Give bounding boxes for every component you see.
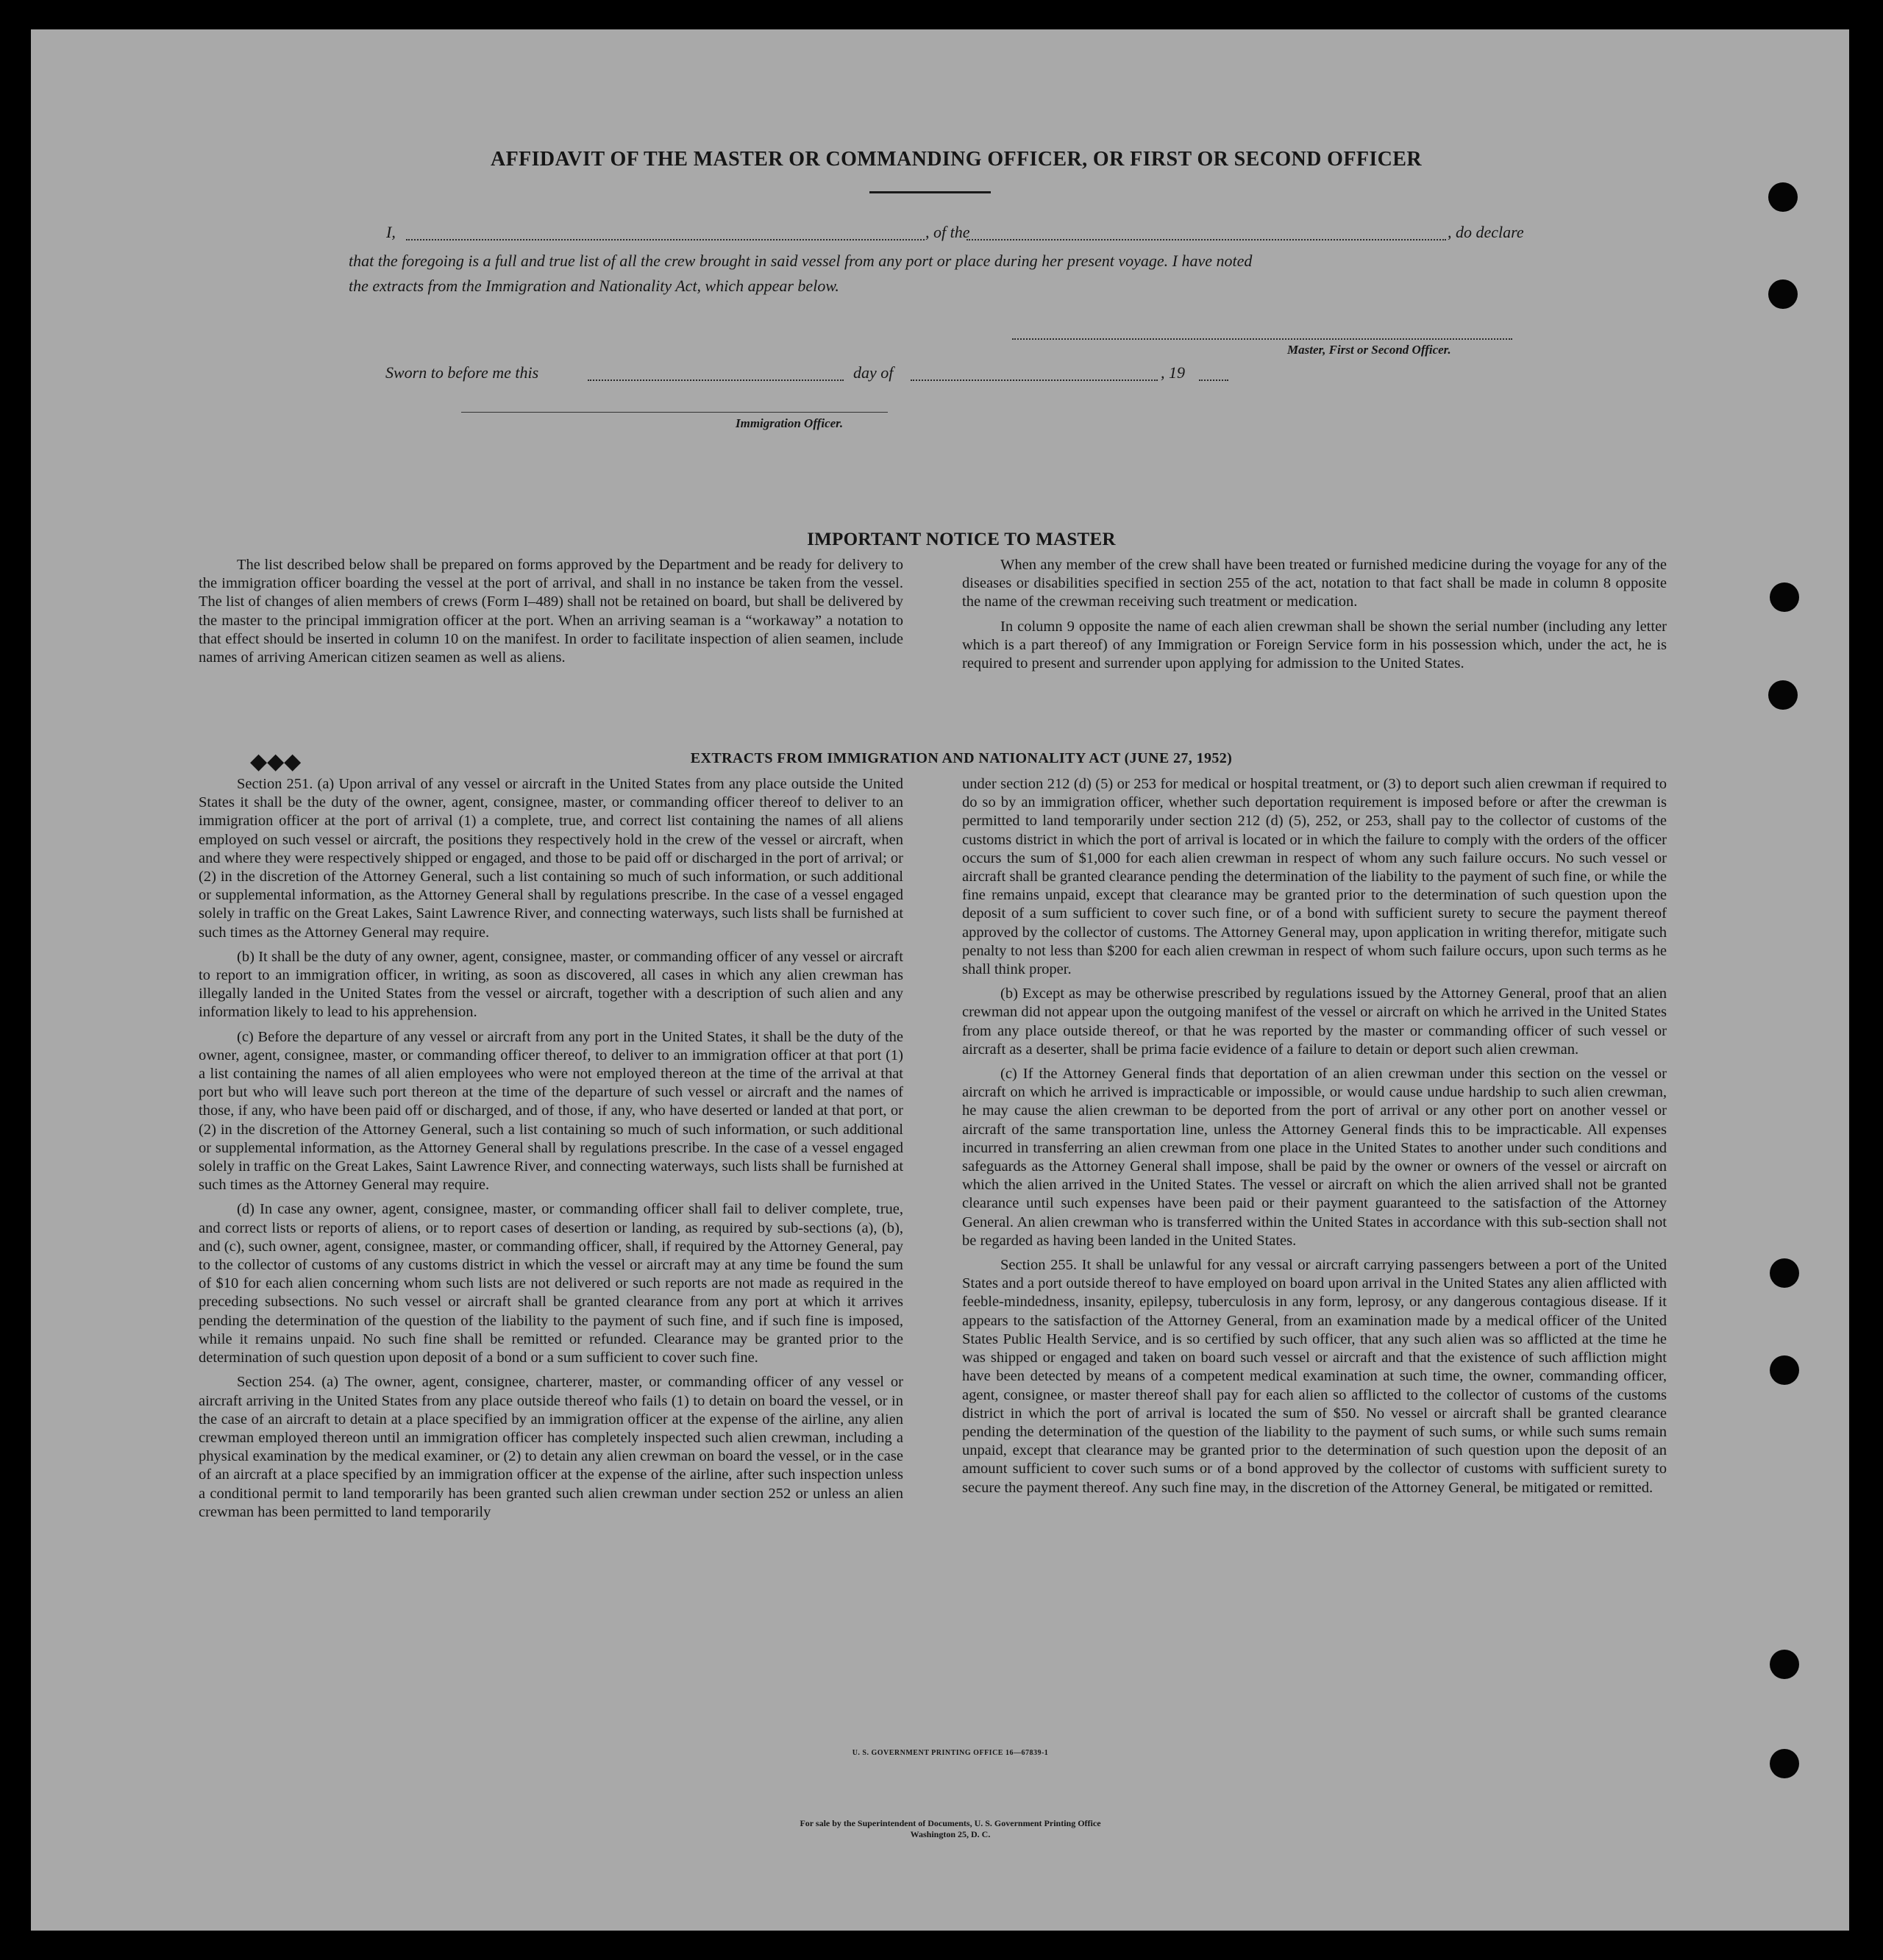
section-254-a-continued: under section 212 (d) (5) or 253 for medical or hospital treatment, or (3) to deport such alien crewman if required to do so by an immigration officer, whether such deportation requirement is imposed before or after the crewman is permitted to land temporarily under section 212 (d) (5), 252, or 253, shall pay to the collector of customs of the customs district in which the port of arrival is located or in which the failure to comply with the orders of the officer occurs the sum of $1,000 for each alien crewman in respect of whom any such failure occurs. No such vessel or aircraft shall be granted clearance pending the determination of the liability to the payment of such fine, or while the fine remains unpaid, except that clearance may be granted prior to the determination of such question upon the deposit of a sum sufficient to cover such fine, or of a bond with sufficient surety to secure the payment thereof approved by the collector of customs. The Attorney General may, upon application in writing therefor, mitigate such penalty to not less than $200 for each alien crewman in respect of whom such failure occurs, upon such terms as he shall think proper. [962,776,1667,978]
section-254-b: (b) Except as may be otherwise prescribed by regulations issued by the Attorney General, proof that an alien crewman did not appear upon the outgoing manifest of the vessel or aircraft on which he arrived in the United States from any place outside thereof, or that he was reported by the master or commanding officer of such vessel or aircraft as a deserter, shall be prima facie evidence of a failure to detain or deport such alien crewman. [962,986,1667,1058]
extracts-right-column [962,775,1667,1503]
statement-line-1: that the foregoing is a full and true list of all the crew brought in said vessel from any port or place during her present voyage. I have noted [349,252,1253,270]
section-254-a: Section 254. (a) The owner, agent, consignee, charterer, master, or commanding officer of any vessel or aircraft arriving in the United States from any place outside thereof who fails (1) to detain on board the vessel, or in the case of an aircraft to detain at a place specified by an immigration officer at the expense of the airline, any alien crewman employed thereon until an immigration officer has completely inspected such alien crewman, including a physical examination by the medical examiner, or (2) to detain any alien crewman on board the vessel, or in the case of an aircraft at a place specified by an immigration officer at the expense of the airline, after such inspection unless a conditional permit to land temporarily has been granted such alien crewman under section 252 or unless an alien crewman has been permitted to land temporarily [199,1374,903,1520]
notice-right-paragraph-1: When any member of the crew shall have been treated or furnished medicine during the voyage for any of the diseases or disabilities specified in section 255 of the act, notation to that fact shall be made in column 8 opposite the name of the crewman receiving such treatment or medication. [962,557,1667,610]
section-251-a: Section 251. (a) Upon arrival of any vessel or aircraft in the United States from any place outside the United States it shall be the duty of the owner, agent, consignee, master, or commanding officer thereof to deliver to an immigration officer at the port of arrival (1) a complete, true, and correct list containing the names of all aliens employed on such vessel or aircraft, the positions they respectively hold in the crew of the vessel or aircraft, when and where they were respectively shipped or engaged, and those to be paid off or discharged in the port of arrival; or (2) in the discretion of the Attorney General, such a list containing so much of such information, or such additional or supplemental information, as the Attorney General shall by regulations prescribe. In the case of a vessel engaged solely in traffic on the Great Lakes, Saint Lawrence River, and connecting waterways, such lists shall be furnished at such times as the Attorney General may require. [199,776,904,941]
notice-right-column [962,556,1667,679]
punch-hole-8 [1770,1749,1799,1778]
officer-signature-line[interactable] [461,412,888,413]
of-the-label: , of the [925,223,970,241]
extracts-title: EXTRACTS FROM IMMIGRATION AND NATIONALITY ACT (JUNE 27, 1952) [690,750,1233,766]
printer-imprint: U. S. GOVERNMENT PRINTING OFFICE 16—67839-1 [852,1749,1049,1757]
form-page [31,29,1849,1931]
declarant-name-field[interactable] [406,239,925,240]
notice-title: IMPORTANT NOTICE TO MASTER [807,530,1116,549]
affidavit-title: AFFIDAVIT OF THE MASTER OR COMMANDING OFFICER, OR FIRST OR SECOND OFFICER [491,148,1422,171]
extracts-left-column [199,775,903,1528]
i-label: I, [386,223,396,241]
footer-line-1: For sale by the Superintendent of Documents, U. S. Government Printing Office [800,1818,1101,1828]
sworn-label: Sworn to before me this [385,363,539,382]
officer-signature-label: Immigration Officer. [736,416,844,430]
punch-hole-7 [1770,1650,1799,1679]
punch-hole-6 [1770,1355,1799,1385]
notice-left-column [199,556,903,673]
master-signature-line[interactable] [1012,338,1512,340]
notice-right-paragraph-2: In column 9 opposite the name of each alien crewman shall be shown the serial number (including any letter which is a part thereof) of any Immigration or Foreign Service form in his possession which, under the act, he is required to present and surrender upon applying for admission to the United States. [962,618,1667,672]
do-declare-label: , do declare [1448,223,1524,241]
sworn-year-field[interactable] [1199,379,1228,381]
section-251-b: (b) It shall be the duty of any owner, agent, consignee, master, or commanding officer of any vessel or aircraft to report to an immigration officer, in writing, as soon as discovered, all cases in which any alien crewman has illegally landed in the United States from the vessel or aircraft, together with a description of such alien and any information likely to lead to his apprehension. [199,948,903,1021]
punch-hole-1 [1768,182,1798,212]
punch-hole-3 [1770,582,1799,612]
section-254-c: (c) If the Attorney General finds that deportation of an alien crewman under this section on the vessel or aircraft on which he arrived is impracticable or impossible, or would cause undue hardship to such alien crewman, he may cause the alien crewman to be deported from the port of arrival or any other port on another vessel or aircraft of the same transportation line, unless the Attorney General finds this to be impracticable. All expenses incurred in transferring an alien crewman from one place in the United States to another under such conditions and safeguards as the Attorney General shall impose, shall be paid by the owner or owners of the vessel or aircraft on which the alien arrived in the United States. The vessel or aircraft on which the alien arrived shall not be granted clearance until such expenses have been paid or their payment guaranteed to the satisfaction of the Attorney General. An alien crewman who is transferred within the United States in accordance with this sub-section shall not be regarded as having been landed in the United States. [962,1066,1667,1249]
statement-line-2: the extracts from the Immigration and Nationality Act, which appear below. [349,277,839,295]
punch-hole-2 [1768,279,1798,309]
year-label: , 19 [1161,363,1185,382]
notice-left-paragraph: The list described below shall be prepared on forms approved by the Department and be ready for delivery to the immigration officer boarding the vessel at the port of arrival, and shall in no instance be taken from the vessel. The list of changes of alien members of crews (Form I–489) shall not be retained on board, but shall be delivered by the master to the principal immigration officer at the port. When an arriving seaman is a “workaway” a notation to that effect should be inserted in column 10 on the manifest. In order to facilitate inspection of alien seamen, include names of arriving American citizen seamen as well as aliens. [199,557,903,666]
vessel-name-field[interactable] [967,239,1446,240]
section-251-c: (c) Before the departure of any vessel or aircraft from any port in the United States, it shall be the duty of the owner, agent, consignee, master, or commanding officer thereof, to deliver to an immigration officer at that port (1) a list containing the names of all alien employees who were not employed thereon at the time of the arrival at that port but who will leave such port thereon at the time of the departure of such vessel or aircraft and the names of those, if any, who have been paid off or discharged, and of those, if any, who have deserted or landed at that port, or (2) in the discretion of the Attorney General, such a list containing so much of such information, or such additional or supplemental information, as the Attorney General shall by regulations prescribe. In the case of a vessel engaged solely in traffic on the Great Lakes, Saint Lawrence River, and connecting waterways, such lists shall be furnished at such times as the Attorney General may require. [199,1028,904,1194]
day-of-label: day of [853,363,894,382]
section-255: Section 255. It shall be unlawful for any vessal or aircraft carrying passengers between a port of the United States and a port outside thereof to have employed on board upon arrival in the United States any alien afflicted with feeble-mindedness, insanity, epilepsy, tuberculosis in any form, leprosy, or any dangerous contagious disease. If it appears to the satisfaction of the Attorney General, from an examination made by a medical officer of the United States Public Health Service, and is so certified by such officer, that any such alien was so afflicted at the time he was shipped or engaged and taken on board such vessel or aircraft and that the existence of such affliction might have been detected by means of a competent medical examination at such time, the owner, commanding officer, agent, consignee, or master thereof shall pay for each alien so afflicted to the collector of customs of the customs district in which the port of arrival is located the sum of $50. No vessel or aircraft shall be granted clearance pending the determination of the question of the liability to the payment of such sums, or while such sums remain unpaid, except that clearance may be granted prior to the determination of such question upon the deposit of an amount sufficient to cover such sums or of a bond approved by the collector of customs with sufficient surety to secure the payment thereof. Any such fine may, in the discretion of the Attorney General, be mitigated or remitted. [962,1257,1667,1496]
footer-line-2: Washington 25, D. C. [910,1829,991,1839]
sworn-day-field[interactable] [588,379,844,381]
ink-blot: ◆◆◆ [250,749,302,774]
sworn-month-field[interactable] [911,379,1158,381]
punch-hole-5 [1770,1258,1799,1288]
punch-hole-4 [1768,680,1798,710]
title-rule [869,191,991,193]
section-251-d: (d) In case any owner, agent, consignee, master, or commanding officer shall fail to deliver complete, true, and correct lists or reports of aliens, or to report cases of desertion or landing, as required by sub-sections (a), (b), and (c), such owner, agent, consignee, master, or commanding officer, shall, if required by the Attorney General, pay to the collector of customs of any customs district in which the vessel or aircraft may at any time be found the sum of $10 for each alien concerning whom such lists are not delivered or such reports are not made as required in the preceding subsections. No such vessel or aircraft shall be granted clearance from any port at which it arrives pending the determination of the question of the liability to the payment of such fine, and if such fine is imposed, while it remains unpaid. No such fine shall be remitted or refunded. Clearance may be granted prior to the determination of such question upon deposit of a bond or a sum sufficient to cover such fine. [199,1201,903,1366]
master-signature-label: Master, First or Second Officer. [1287,343,1451,357]
